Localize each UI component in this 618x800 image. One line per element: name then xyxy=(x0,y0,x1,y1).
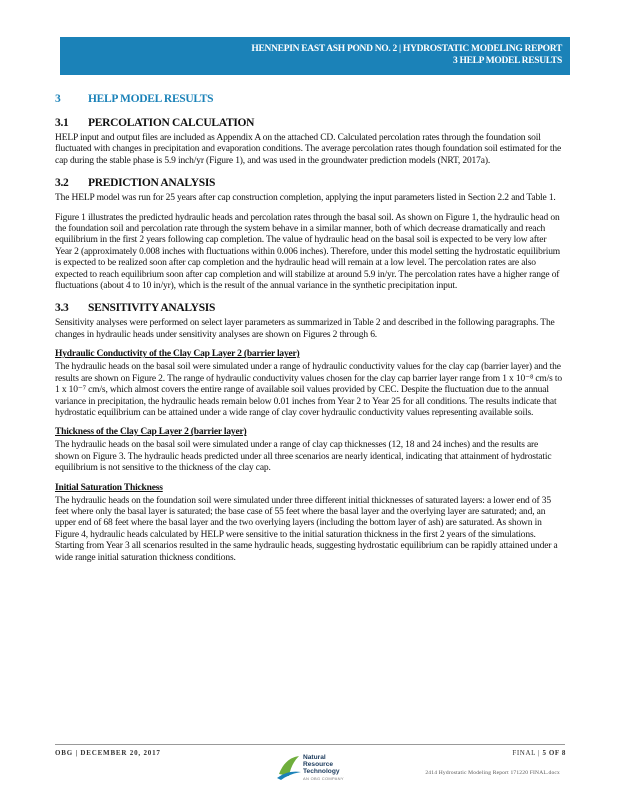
paragraph: The hydraulic heads on the basal soil were simulated under a range of clay cap thicknesses (12, 18 and 24 inches) and the results are shown on Figure 3. The hydraulic heads predicted under all three scenarios are nearly identical, indicating that attainment of hydrostatic equilibrium is not sensitive to the thickness of the clay cap. xyxy=(55,440,552,474)
page-body xyxy=(55,93,563,572)
footer-filename: 2414 Hydrostatic Modeling Report 171220 FINAL.docx xyxy=(425,770,560,776)
paragraph: The hydraulic heads on the foundation soil were simulated under three different initial thicknesses of saturated layers: a lower end of 35 feet where only the basal layer is saturated; the base case of 55 feet where the basal layer and the overlying layer are saturated; and, an upper end of 68 feet where the basal layer and the two overlying layers (including the bottom layer of ash) are saturated. As shown in Figure 4, hydraulic heads calculated by HELP were sensitive to the initial saturation thickness in the first 2 years of the simulations. Starting from Year 3 all scenarios resulted in the same hydraulic heads, suggesting hydrostatic equilibrium can be rapidly attained under a wide range initial saturation thickness conditions. xyxy=(55,495,558,563)
section-title: HELP MODEL RESULTS xyxy=(88,93,214,105)
subsection-heading-3-1 xyxy=(55,117,563,129)
subsection-heading-3-2 xyxy=(55,177,563,189)
subsection-title: PREDICTION ANALYSIS xyxy=(88,177,216,190)
footer-divider xyxy=(55,744,565,745)
paragraph: The hydraulic heads on the basal soil were simulated under a range of hydraulic conductivity values for the clay cap (barrier layer) and the results are shown on Figure 2. The range of hydraulic conductivity values chosen for the clay cap barrier layer range from 1 x 10⁻⁸ cm/s to 1 x 10⁻⁷ cm/s, which almost covers the entire range of available soil values provided by CEC. Despite the fluctuation due to the annual variance in precipitation, the hydraulic heads remain below 0.01 inches from Year 2 to Year 25 for all conditions. The results indicate that hydrostatic equilibrium can be attained under a wide range of clay cover hydraulic conductivity values representing available soils. xyxy=(55,362,562,418)
subsection-number: 3.1 xyxy=(55,117,69,129)
footer-date: OBG | DECEMBER 20, 2017 xyxy=(55,749,161,757)
logo-subtitle: AN OBG COMPANY xyxy=(303,776,344,781)
topic-heading-initial-saturation: Initial Saturation Thickness xyxy=(55,482,163,493)
topic-heading-clay-cap-thickness: Thickness of the Clay Cap Layer 2 (barrier layer) xyxy=(55,427,247,438)
topic-heading-hydraulic-conductivity: Hydraulic Conductivity of the Clay Cap Layer 2 (barrier layer) xyxy=(55,349,300,360)
page-header xyxy=(60,37,570,75)
logo-name: Natural Resource Technology xyxy=(303,754,340,776)
subsection-number: 3.2 xyxy=(55,177,69,190)
section-number: 3 xyxy=(55,93,61,105)
section-heading xyxy=(55,93,563,105)
subsection-title: PERCOLATION CALCULATION xyxy=(88,117,255,129)
subsection-number: 3.3 xyxy=(55,302,69,315)
header-section-title: 3 HELP MODEL RESULTS xyxy=(452,56,562,66)
footer-page-number: 5 OF 8 xyxy=(542,749,566,757)
header-report-title: HENNEPIN EAST ASH POND NO. 2 | HYDROSTATIC MODELING REPORT xyxy=(251,44,562,54)
subsection-title: SENSITIVITY ANALYSIS xyxy=(88,302,216,315)
paragraph: HELP input and output files are included as Appendix A on the attached CD. Calculated percolation rates through the foundation soil fluctuated with changes in precipitation and evaporation conditions. The average percolation rates though foundation soil estimated for the cap during the stable phase is 5.9 inch/yr (Figure 1), and was used in the groundwater prediction models (NRT, 2017a). xyxy=(55,133,562,166)
footer-page-info xyxy=(512,749,566,757)
paragraph: Figure 1 illustrates the predicted hydraulic heads and percolation rates through the basal soil. As shown on Figure 1, the hydraulic head on the foundation soil and percolation rate through the system behave in a similar manner, both of which decrease dramatically and reach equilibrium in the first 2 years following cap completion. The value of hydraulic head on the basal soil is expected to be very low after Year 2 (approximately 0.008 inches with fluctuations within 0.006 inches). Therefore, under this model setting the hydrostatic equilibrium is expected to be realized soon after cap completion and the hydraulic head will remain at a low level. The percolation rates are also expected to reach equilibrium soon after cap completion and will stabilize at around 5.9 in/yr. The percolation rates have a higher range of fluctuations (about 4 to 10 in/yr), which is the result of the annual variance in the synthetic precipitation input. xyxy=(55,212,561,292)
paragraph: Sensitivity analyses were performed on select layer parameters as summarized in Table 2 and described in the following paragraphs. The changes in hydraulic heads under sensitivity analyses are shown on Figures 2 through 6. xyxy=(55,318,555,340)
paragraph: The HELP model was run for 25 years after cap construction completion, applying the input parameters listed in Section 2.2 and Table 1. xyxy=(55,193,556,204)
subsection-heading-3-3 xyxy=(55,302,563,314)
footer-status: FINAL | xyxy=(512,749,541,757)
logo-mark-icon xyxy=(277,754,301,780)
company-logo xyxy=(277,752,367,788)
